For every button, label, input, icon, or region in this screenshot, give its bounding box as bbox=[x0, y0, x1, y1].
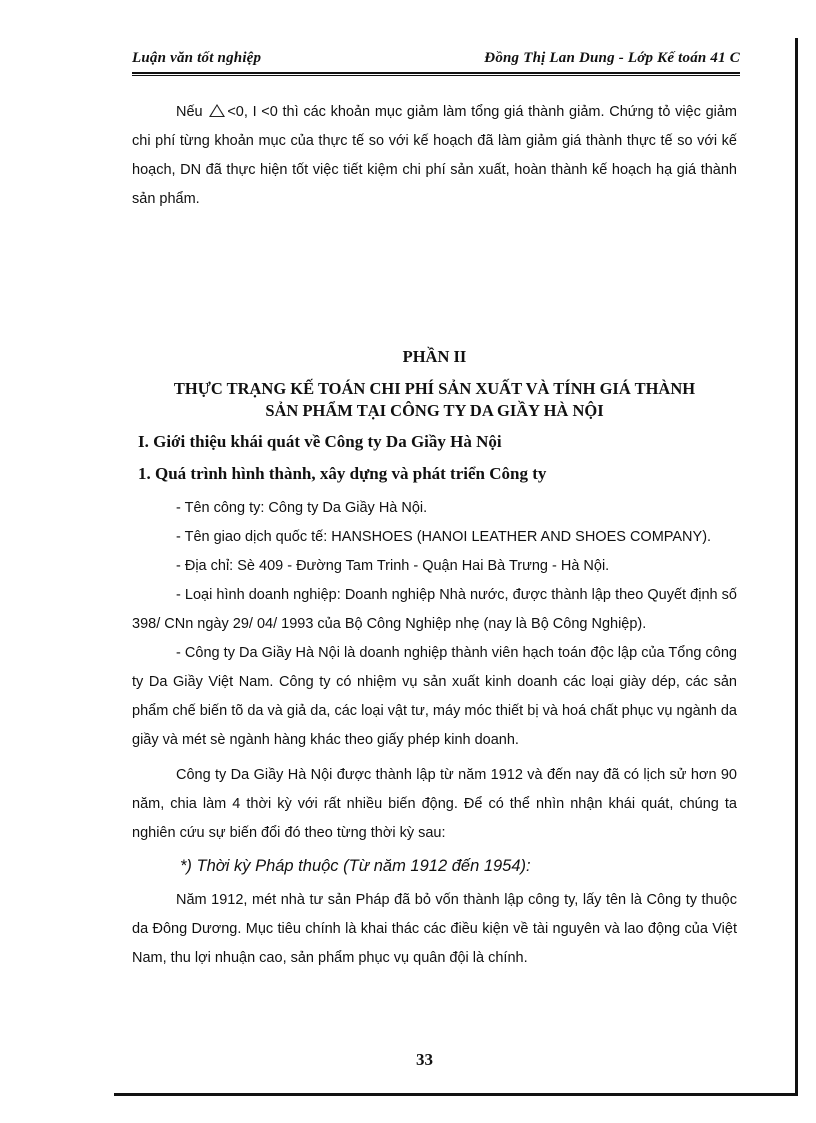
part-title-line2: SẢN PHẨM TẠI CÔNG TY DA GIẦY HÀ NỘI bbox=[265, 401, 604, 420]
section-heading-2: 1. Quá trình hình thành, xây dựng và phát triển Công ty bbox=[138, 464, 547, 483]
intro-paragraph bbox=[132, 98, 737, 214]
page-number: 33 bbox=[416, 1050, 433, 1069]
intro-prefix: Nếu bbox=[176, 104, 203, 120]
period-paragraph: Năm 1912, mét nhà tư sản Pháp đã bỏ vốn thành lập công ty, lấy tên là Công ty thuộc da Đông Dương. Mục tiêu chính là khai thác các điều kiện về tài nguyên và lao động của Việt Nam, thu lợi nhuận cao, sản phẩm phục vụ quân đội là chính. bbox=[132, 892, 737, 966]
part-title-line1: THỰC TRẠNG KẾ TOÁN CHI PHÍ SẢN XUẤT VÀ TÍNH GIÁ THÀNH bbox=[173, 379, 696, 398]
header-author: Đồng Thị Lan Dung - Lớp Kế toán 41 C bbox=[484, 50, 740, 66]
company-description-item: - Công ty Da Giầy Hà Nội là doanh nghiệp thành viên hạch toán độc lập của Tổng công ty Da Giầy Việt Nam. Công ty có nhiệm vụ sản xuất kinh doanh các loại giày dép, các sản phẩm chế biến tõ da và giả da, các loại vật tư, máy móc thiết bị và hoá chất phục vụ ngành da giầy và mét sè ngành hàng khác theo giấy phép kinh doanh. bbox=[132, 645, 737, 748]
period-heading: *) Thời kỳ Pháp thuộc (Từ năm 1912 đến 1954): bbox=[180, 857, 531, 875]
page-body bbox=[132, 98, 737, 973]
delta-triangle-icon bbox=[209, 104, 225, 117]
page-header bbox=[132, 46, 740, 72]
header-rule bbox=[132, 72, 740, 76]
section-heading-1: I. Giới thiệu khái quát về Công ty Da Giầy Hà Nội bbox=[138, 432, 502, 451]
intro-text: <0, I <0 thì các khoản mục giảm làm tổng giá thành giảm. Chứng tỏ việc giảm chi phí từng khoản mục của thực tế so với kế hoạch đã làm giảm giá thành thực tế so với kế hoạch, DN đã thực hiện tốt việc tiết kiệm chi phí sản xuất, hoàn thành kế hoạch hạ giá thành sản phẩm. bbox=[132, 104, 737, 207]
address-item: - Địa chỉ: Sè 409 - Đường Tam Trinh - Quận Hai Bà Trưng - Hà Nội. bbox=[176, 558, 610, 574]
part-label: PHẦN II bbox=[402, 347, 467, 366]
enterprise-type-item: - Loại hình doanh nghiệp: Doanh nghiệp Nhà nước, được thành lập theo Quyết định số 398/ CNn ngày 29/ 04/ 1993 của Bộ Công Nghiệp nhẹ (nay là Bộ Công Nghiệp). bbox=[132, 587, 737, 632]
spacer bbox=[132, 214, 737, 346]
history-intro-paragraph: Công ty Da Giầy Hà Nội được thành lập từ năm 1912 và đến nay đã có lịch sử hơn 90 năm, chia làm 4 thời kỳ với rất nhiều biến động. Để có thể nhìn nhận khái quát, chúng ta nghiên cứu sự biến đổi đó theo từng thời kỳ sau: bbox=[132, 767, 737, 841]
trade-name-item: - Tên giao dịch quốc tế: HANSHOES (HANOI LEATHER AND SHOES COMPANY). bbox=[176, 529, 712, 545]
company-name-item: - Tên công ty: Công ty Da Giầy Hà Nội. bbox=[176, 500, 428, 516]
header-thesis-label: Luận văn tốt nghiệp bbox=[132, 50, 262, 66]
